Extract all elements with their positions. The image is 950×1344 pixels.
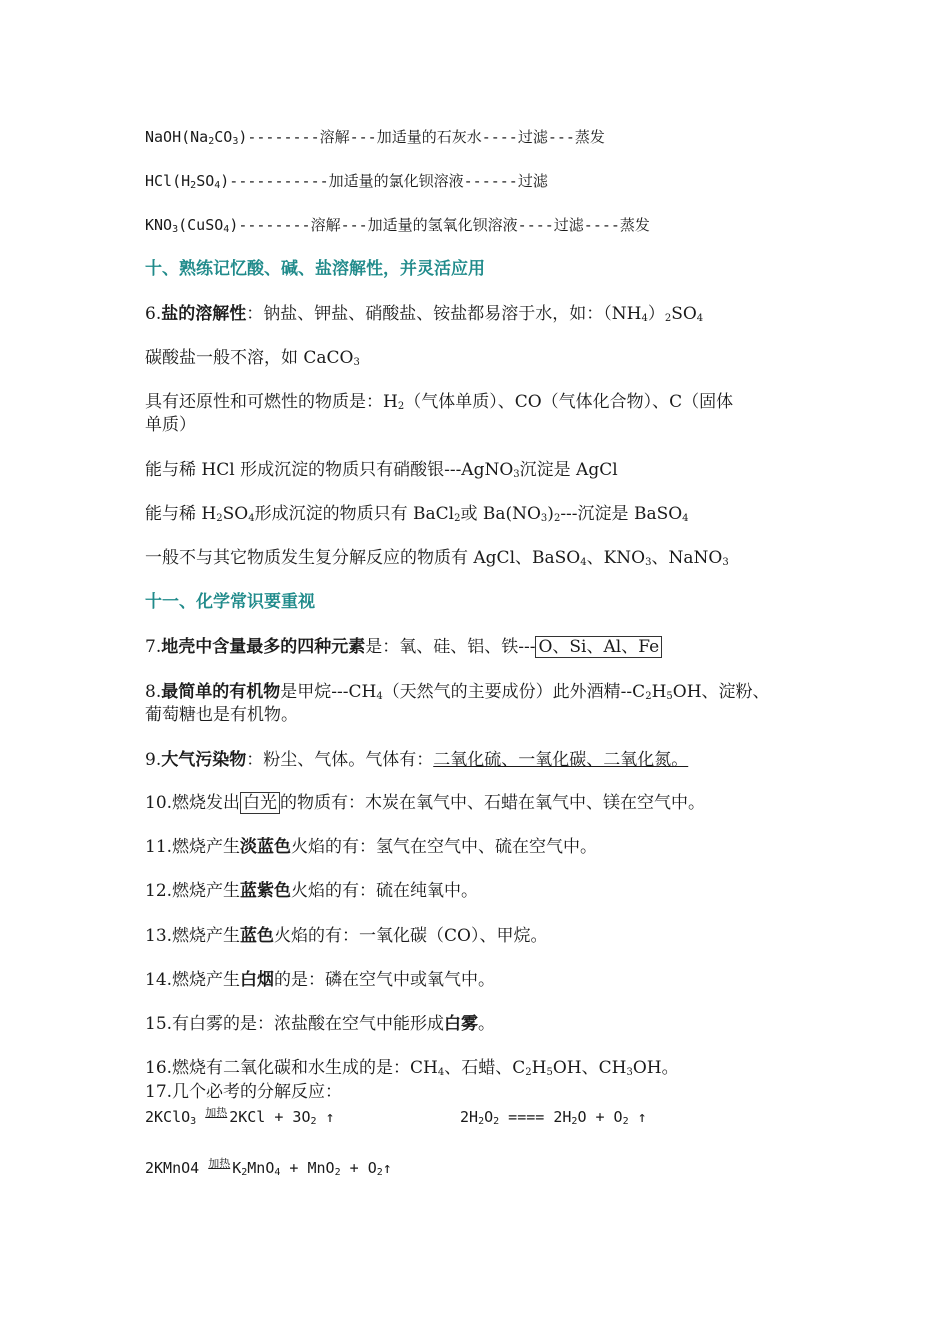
item-6-solubility: 6.盐的溶解性：钠盐、钾盐、硝酸盐、铵盐都易溶于水，如：$(NH_4)_2SO_4$ bbox=[145, 304, 704, 324]
reducing-agents-line-cont: 单质） bbox=[145, 415, 196, 435]
non-reactive-line: 一般不与其它物质发生复分解反应的物质有 AgCl、BaSO$_4$、$KNO_3$、NaNO$_3$ bbox=[145, 548, 729, 568]
separation-line-hcl: $HCl(H_2SO_4)-----------$加适量的氯化钡溶液------过滤 bbox=[145, 172, 548, 191]
item-9-pollutants: 9.大气污染物：粉尘、气体。气体有：二氧化硫、一氧化碳、二氧化氮。 bbox=[145, 750, 689, 770]
item-8-organic-cont: 葡萄糖也是有机物。 bbox=[145, 705, 298, 725]
item-12-blue-violet: 12.燃烧产生蓝紫色火焰的有：硫在纯氧中。 bbox=[145, 881, 479, 901]
item-11-pale-blue: 11.燃烧产生淡蓝色火焰的有：氢气在空气中、硫在空气中。 bbox=[145, 837, 598, 857]
carbonate-line: 碳酸盐一般不溶，如 CaCO$_3$ bbox=[145, 348, 360, 368]
separation-line-naoh: $NaOH(Na_2CO_3)--------$溶解---加适量的石灰水----过滤---蒸发 bbox=[145, 128, 605, 147]
hcl-precipitate-line: 能与稀 HCl 形成沉淀的物质只有硝酸银---AgNO$_3$沉淀是 AgCl bbox=[145, 460, 618, 480]
item-7-crust-elements: 7.地壳中含量最多的四种元素是：氧、硅、铝、铁--- O、Si、Al、Fe bbox=[145, 636, 662, 658]
separation-line-kno3: $KNO_3(CuSO_4)--------$溶解---加适量的氢氧化钡溶液----过滤----蒸发 bbox=[145, 216, 650, 235]
item-15-white-fog: 15.有白雾的是：浓盐酸在空气中能形成白雾。 bbox=[145, 1014, 496, 1034]
h2so4-precipitate-line: 能与稀 $H_2SO_4$形成沉淀的物质只有 BaCl$_2$或 $Ba(NO_3)_2---$沉淀是 BaSO$_4$ bbox=[145, 504, 689, 524]
item-16-combustion: 16.燃烧有二氧化碳和水生成的是：$CH_4$、石蜡、$C_2H_5OH$、$CH_3OH$。 bbox=[145, 1058, 679, 1078]
item-13-blue: 13.燃烧产生蓝色火焰的有：一氧化碳（CO）、甲烷。 bbox=[145, 926, 548, 946]
item-10-white-light: 10.燃烧发出 白光 的物质有：木炭在氧气中、石蜡在氧气中、镁在空气中。 bbox=[145, 793, 706, 813]
equation-h2o2: $2H_2O_2$ ==== $2H_2O + O_2$ ↑ bbox=[460, 1108, 647, 1127]
equation-kmno4: 2KMnO4 $^{加热}$ $K_2MnO_4 + MnO_2$ + $O_2↑$ bbox=[145, 1157, 392, 1178]
section-heading-10: 十、熟练记忆酸、碱、盐溶解性，并灵活应用 bbox=[145, 259, 485, 279]
reducing-agents-line: 具有还原性和可燃性的物质是：$H_2$（气体单质）、CO（气体化合物）、C（固体 bbox=[145, 392, 734, 412]
item-8-organic: 8.最简单的有机物是甲烷$---CH_4$（天然气的主要成份）此外酒精$--C_2H_5OH$、淀粉、 bbox=[145, 682, 770, 702]
item-14-white-smoke: 14.燃烧产生白烟的是：磷在空气中或氧气中。 bbox=[145, 970, 496, 990]
equation-kclo3: 2KClO$_3$ $^{加热}$ $2KCl + 3O_2$ ↑ bbox=[145, 1106, 335, 1127]
section-heading-11: 十一、化学常识要重视 bbox=[145, 592, 315, 612]
item-17-decomposition: 17.几个必考的分解反应： bbox=[145, 1082, 343, 1102]
